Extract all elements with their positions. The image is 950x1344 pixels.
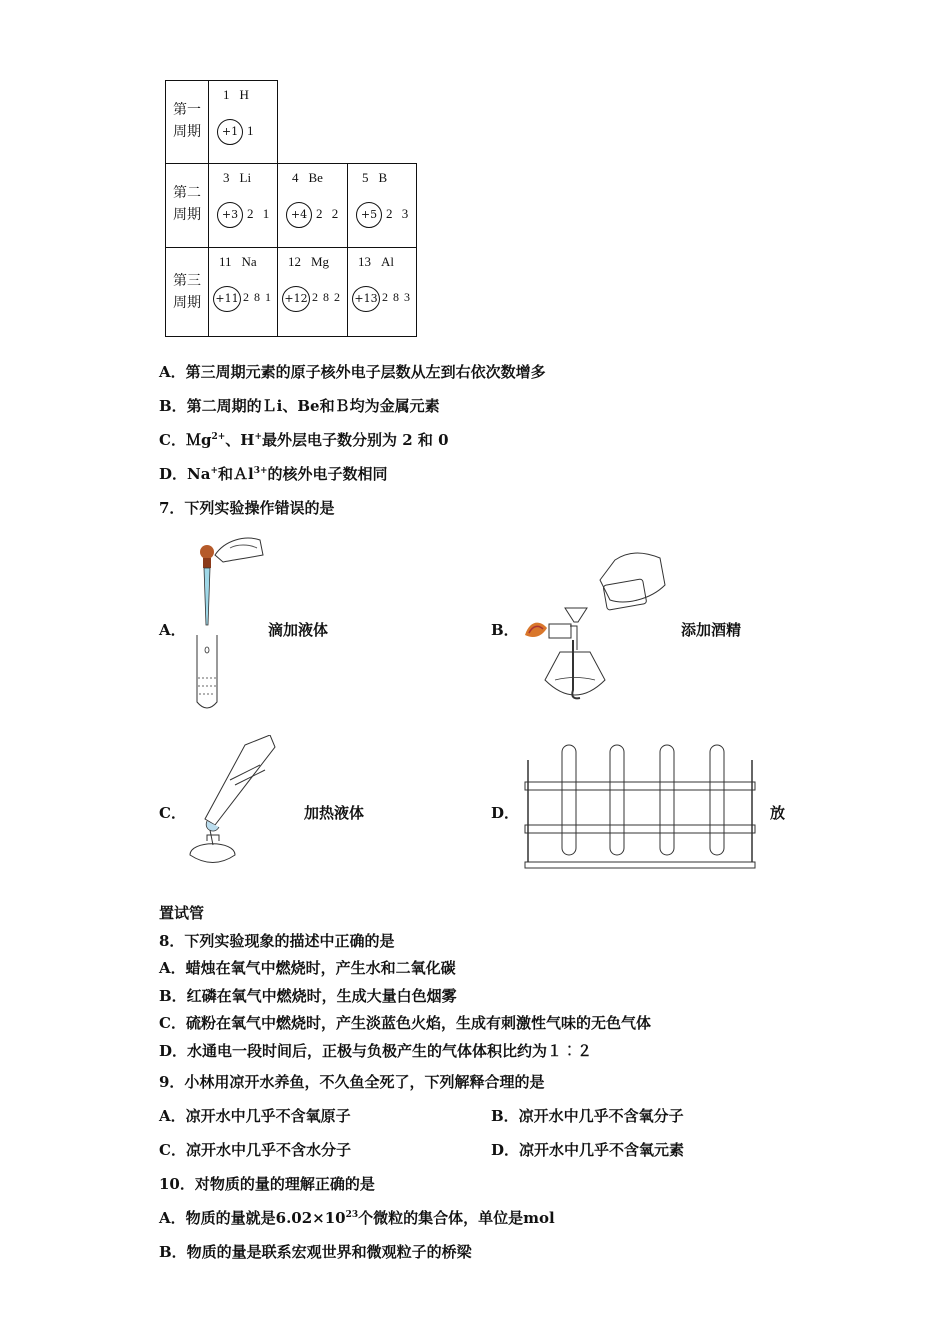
nucleus-icon: +12 <box>282 286 310 312</box>
test-tube-rack-illustration <box>520 740 765 870</box>
electron-shells: 1 <box>247 123 257 138</box>
q7-option-d-text-cont: 置试管 <box>159 904 205 922</box>
nucleus-icon: +1 <box>217 119 243 145</box>
period-label-1: 第一 周期 <box>165 80 209 164</box>
element-symbol: Na <box>241 254 257 269</box>
element-symbol: H <box>239 87 249 102</box>
q10-option-b[interactable]: B．物质的量是联系宏观世界和微观粒子的桥梁 <box>159 1243 472 1261</box>
q6-option-a[interactable]: A．第三周期元素的原子核外电子层数从左到右依次数增多 <box>159 363 546 381</box>
q9-option-a[interactable]: A．凉开水中几乎不含氧原子 <box>159 1107 351 1125</box>
atomic-number: 13 <box>358 254 371 269</box>
atomic-number: 1 <box>223 87 230 102</box>
electron-shells: 2 2 <box>316 206 342 221</box>
element-cell-Na <box>208 247 278 337</box>
nucleus-icon: +3 <box>217 202 243 228</box>
electron-shells: 2 8 3 <box>382 290 411 304</box>
element-cell-H <box>208 80 278 164</box>
atomic-number: 4 <box>292 170 299 185</box>
element-symbol: Li <box>239 170 252 185</box>
element-symbol: Mg <box>311 254 330 269</box>
electron-shells: 2 8 2 <box>312 290 341 304</box>
q10-option-a[interactable]: A．物质的量就是$6.02\times 10^{23}$个微粒的集合体，单位是mol <box>159 1209 555 1227</box>
q7-option-d-letter[interactable]: D． <box>491 804 520 822</box>
period-label-3: 第三 周期 <box>165 247 209 337</box>
element-cell-Be <box>277 163 348 248</box>
q9-option-d[interactable]: D．凉开水中几乎不含氧元素 <box>491 1141 685 1159</box>
element-cell-B <box>347 163 417 248</box>
q8-stem: 8．下列实验现象的描述中正确的是 <box>159 932 395 950</box>
q7-option-a-text: 滴加液体 <box>268 621 329 639</box>
heating-liquid-illustration <box>185 735 295 870</box>
q8-option-c[interactable]: C．硫粉在氧气中燃烧时，产生淡蓝色火焰，生成有刺激性气味的无色气体 <box>159 1014 651 1032</box>
element-cell-Mg <box>277 247 348 337</box>
element-cell-Li <box>208 163 278 248</box>
q8-option-b[interactable]: B．红磷在氧气中燃烧时，生成大量白色烟雾 <box>159 987 457 1005</box>
atomic-number: 11 <box>219 254 232 269</box>
q7-option-d-text: 放 <box>770 804 786 822</box>
element-cell-Al <box>347 247 417 337</box>
atomic-number: 3 <box>223 170 230 185</box>
period-label-2: 第二 周期 <box>165 163 209 248</box>
nucleus-icon: +4 <box>286 202 312 228</box>
q6-option-b[interactable]: B．第二周期的Ｌi、Be和Ｂ均为金属元素 <box>159 397 440 415</box>
electron-shells: 2 1 <box>247 206 273 221</box>
q6-option-c[interactable]: C．Ｍg$^{2+}$、H+最外层电子数分别为 2 和 0 <box>159 431 449 449</box>
atomic-number: 5 <box>362 170 369 185</box>
q7-option-c-text: 加热液体 <box>304 804 365 822</box>
q7-option-b-text: 添加酒精 <box>681 621 742 639</box>
q7-stem: 7．下列实验操作错误的是 <box>159 499 335 517</box>
nucleus-icon: +11 <box>213 286 241 312</box>
q6-option-d[interactable]: D．Na+和Ａl$^{3+}$的核外电子数相同 <box>159 465 388 483</box>
nucleus-icon: +5 <box>356 202 382 228</box>
q9-option-c[interactable]: C．凉开水中几乎不含水分子 <box>159 1141 351 1159</box>
q9-stem: 9．小林用凉开水养鱼，不久鱼全死了，下列解释合理的是 <box>159 1073 545 1091</box>
electron-shells: 2 3 <box>386 206 412 221</box>
q8-option-a[interactable]: A．蜡烛在氧气中燃烧时，产生水和二氧化碳 <box>159 959 456 977</box>
q9-option-b[interactable]: B．凉开水中几乎不含氧分子 <box>491 1107 684 1125</box>
q7-option-b-letter[interactable]: B． <box>491 621 519 639</box>
dropper-illustration <box>185 530 265 715</box>
q7-option-c-letter[interactable]: C． <box>159 804 186 822</box>
q7-option-a-letter[interactable]: A． <box>159 621 186 639</box>
element-symbol: Al <box>381 254 394 269</box>
nucleus-icon: +13 <box>352 286 380 312</box>
electron-shells: 2 8 1 <box>243 290 272 304</box>
atomic-number: 12 <box>288 254 301 269</box>
element-symbol: Be <box>308 170 323 185</box>
q8-option-d[interactable]: D．水通电一段时间后，正极与负极产生的气体体积比约为１︰２ <box>159 1042 593 1060</box>
alcohol-lamp-illustration <box>515 540 675 715</box>
element-symbol: B <box>378 170 388 185</box>
q10-stem: 10．对物质的量的理解正确的是 <box>159 1175 375 1193</box>
